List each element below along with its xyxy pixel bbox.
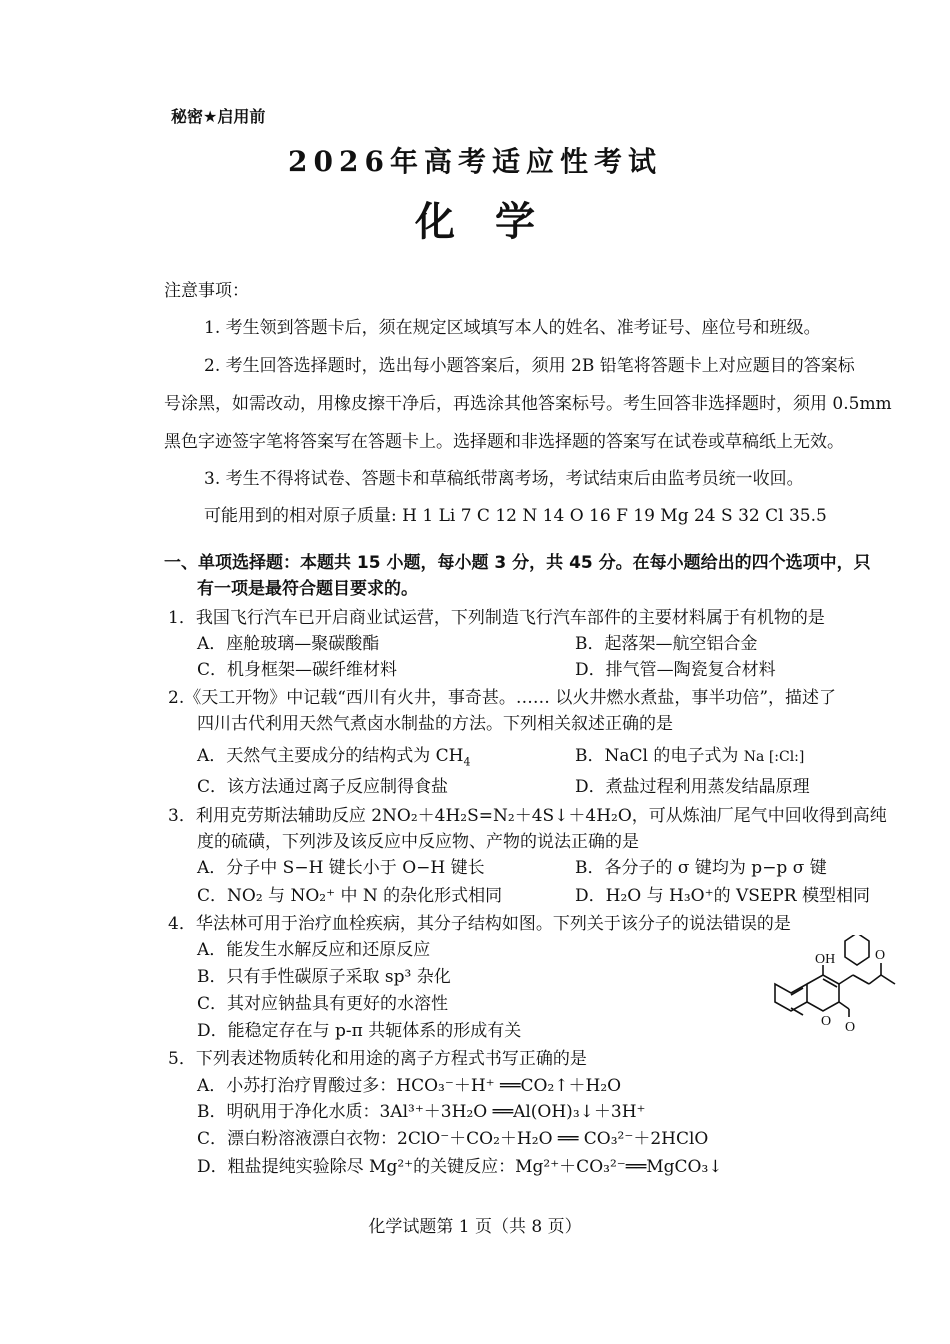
question-3-option-b: B．各分子的 σ 键均为 p−p σ 键 — [575, 858, 827, 878]
question-2-option-d: D．煮盐过程利用蒸发结晶原理 — [575, 777, 810, 797]
nacl-electron-formula: Na [:Cl:] — [743, 749, 805, 765]
question-3-option-c: C．NO₂ 与 NO₂⁺ 中 N 的杂化形式相同 — [197, 886, 503, 906]
question-4-option-c: C．其对应钠盐具有更好的水溶性 — [197, 994, 449, 1014]
structure-label-ketone-o: O — [875, 948, 886, 963]
question-2-option-c: C．该方法通过离子反应制得食盐 — [197, 777, 449, 797]
question-2-stem: 2.《天工开物》中记载“西川有火井，事奇甚。…… 以火井燃水煮盐，事半功倍”，描述了 — [168, 688, 837, 708]
question-4-option-a: A．能发生水解反应和还原反应 — [197, 940, 431, 960]
question-5-option-a: A．小苏打治疗胃酸过多：HCO₃⁻＋H⁺ ══CO₂↑＋H₂O — [197, 1076, 622, 1096]
question-3-option-a: A．分子中 S−H 键长小于 O−H 键长 — [197, 858, 485, 878]
subject-title: 化学 — [415, 199, 575, 245]
section-heading: 一、单项选择题：本题共 15 小题，每小题 3 分，共 45 分。在每小题给出的四个选项中，只 — [164, 553, 871, 573]
secret-label: 秘密★启用前 — [171, 107, 266, 126]
notice-item-1: 1. 考生领到答题卡后，须在规定区域填写本人的姓名、准考证号、座位号和班级。 — [204, 318, 821, 338]
notice-item-2-cont: 号涂黑，如需改动，用橡皮擦干净后，再选涂其他答案标号。考生回答非选择题时，须用 0.5mm — [164, 394, 892, 414]
question-4-option-d: D．能稳定存在与 p-π 共轭体系的形成有关 — [197, 1021, 522, 1041]
question-5-option-c: C．漂白粉溶液漂白衣物：2ClO⁻＋CO₂＋H₂O ══ CO₃²⁻＋2HClO — [197, 1129, 709, 1149]
question-1-option-c: C．机身框架—碳纤维材料 — [197, 660, 398, 680]
question-1-option-d: D．排气管—陶瓷复合材料 — [575, 660, 776, 680]
atomic-masses: 可能用到的相对原子质量: H 1 Li 7 C 12 N 14 O 16 F 19 Mg 24 S 32 Cl 35.5 — [204, 506, 827, 526]
page-footer: 化学试题第 1 页（共 8 页） — [368, 1217, 582, 1237]
question-5-option-d: D．粗盐提纯实验除尽 Mg²⁺的关键反应：Mg²⁺＋CO₃²⁻══MgCO₃↓ — [197, 1157, 723, 1177]
question-2-option-a: A．天然气主要成分的结构式为 $CH_4$ — [197, 746, 471, 769]
question-1-stem: 1．我国飞行汽车已开启商业试运营，下列制造飞行汽车部件的主要材料属于有机物的是 — [168, 608, 825, 628]
question-5-option-b: B．明矾用于净化水质：3Al³⁺＋3H₂O ══Al(OH)₃↓＋3H⁺ — [197, 1102, 646, 1122]
question-2-option-b: B．NaCl 的电子式为 Na [:Cl:] — [575, 746, 805, 766]
warfarin-structure — [765, 935, 905, 1050]
question-3-stem-cont: 度的硫磺，下列涉及该反应中反应物、产物的说法正确的是 — [197, 832, 639, 852]
structure-label-carbonyl-o: O — [845, 1020, 856, 1035]
structure-label-oh: OH — [815, 952, 836, 967]
notice-item-2: 2. 考生回答选择题时，选出每小题答案后，须用 2B 铅笔将答题卡上对应题目的答案标 — [204, 356, 855, 376]
question-5-stem: 5．下列表述物质转化和用途的离子方程式书写正确的是 — [168, 1049, 587, 1069]
question-2-stem-cont: 四川古代利用天然气煮卤水制盐的方法。下列相关叙述正确的是 — [197, 714, 673, 734]
question-3-option-d: D．H₂O 与 H₃O⁺的 VSEPR 模型相同 — [575, 886, 870, 906]
notice-heading: 注意事项： — [164, 281, 249, 301]
question-1-option-b: B．起落架—航空铝合金 — [575, 634, 758, 654]
question-4-stem: 4．华法林可用于治疗血栓疾病，其分子结构如图。下列关于该分子的说法错误的是 — [168, 914, 791, 934]
section-heading-cont: 有一项是最符合题目要求的。 — [197, 579, 418, 599]
question-1-option-a: A．座舱玻璃—聚碳酸酯 — [197, 634, 380, 654]
notice-item-2-cont2: 黑色字迹签字笔将答案写在答题卡上。选择题和非选择题的答案写在试卷或草稿纸上无效。 — [164, 432, 844, 452]
structure-label-ring-o: O — [821, 1014, 832, 1029]
exam-title: 2026年高考适应性考试 — [288, 145, 662, 178]
question-4-option-b: B．只有手性碳原子采取 sp³ 杂化 — [197, 967, 451, 987]
question-3-stem: 3．利用克劳斯法辅助反应 2NO₂＋4H₂S=N₂＋4S↓＋4H₂O，可从炼油厂尾气中回收得到高纯 — [168, 806, 887, 826]
notice-item-3: 3. 考生不得将试卷、答题卡和草稿纸带离考场，考试结束后由监考员统一收回。 — [204, 469, 804, 489]
